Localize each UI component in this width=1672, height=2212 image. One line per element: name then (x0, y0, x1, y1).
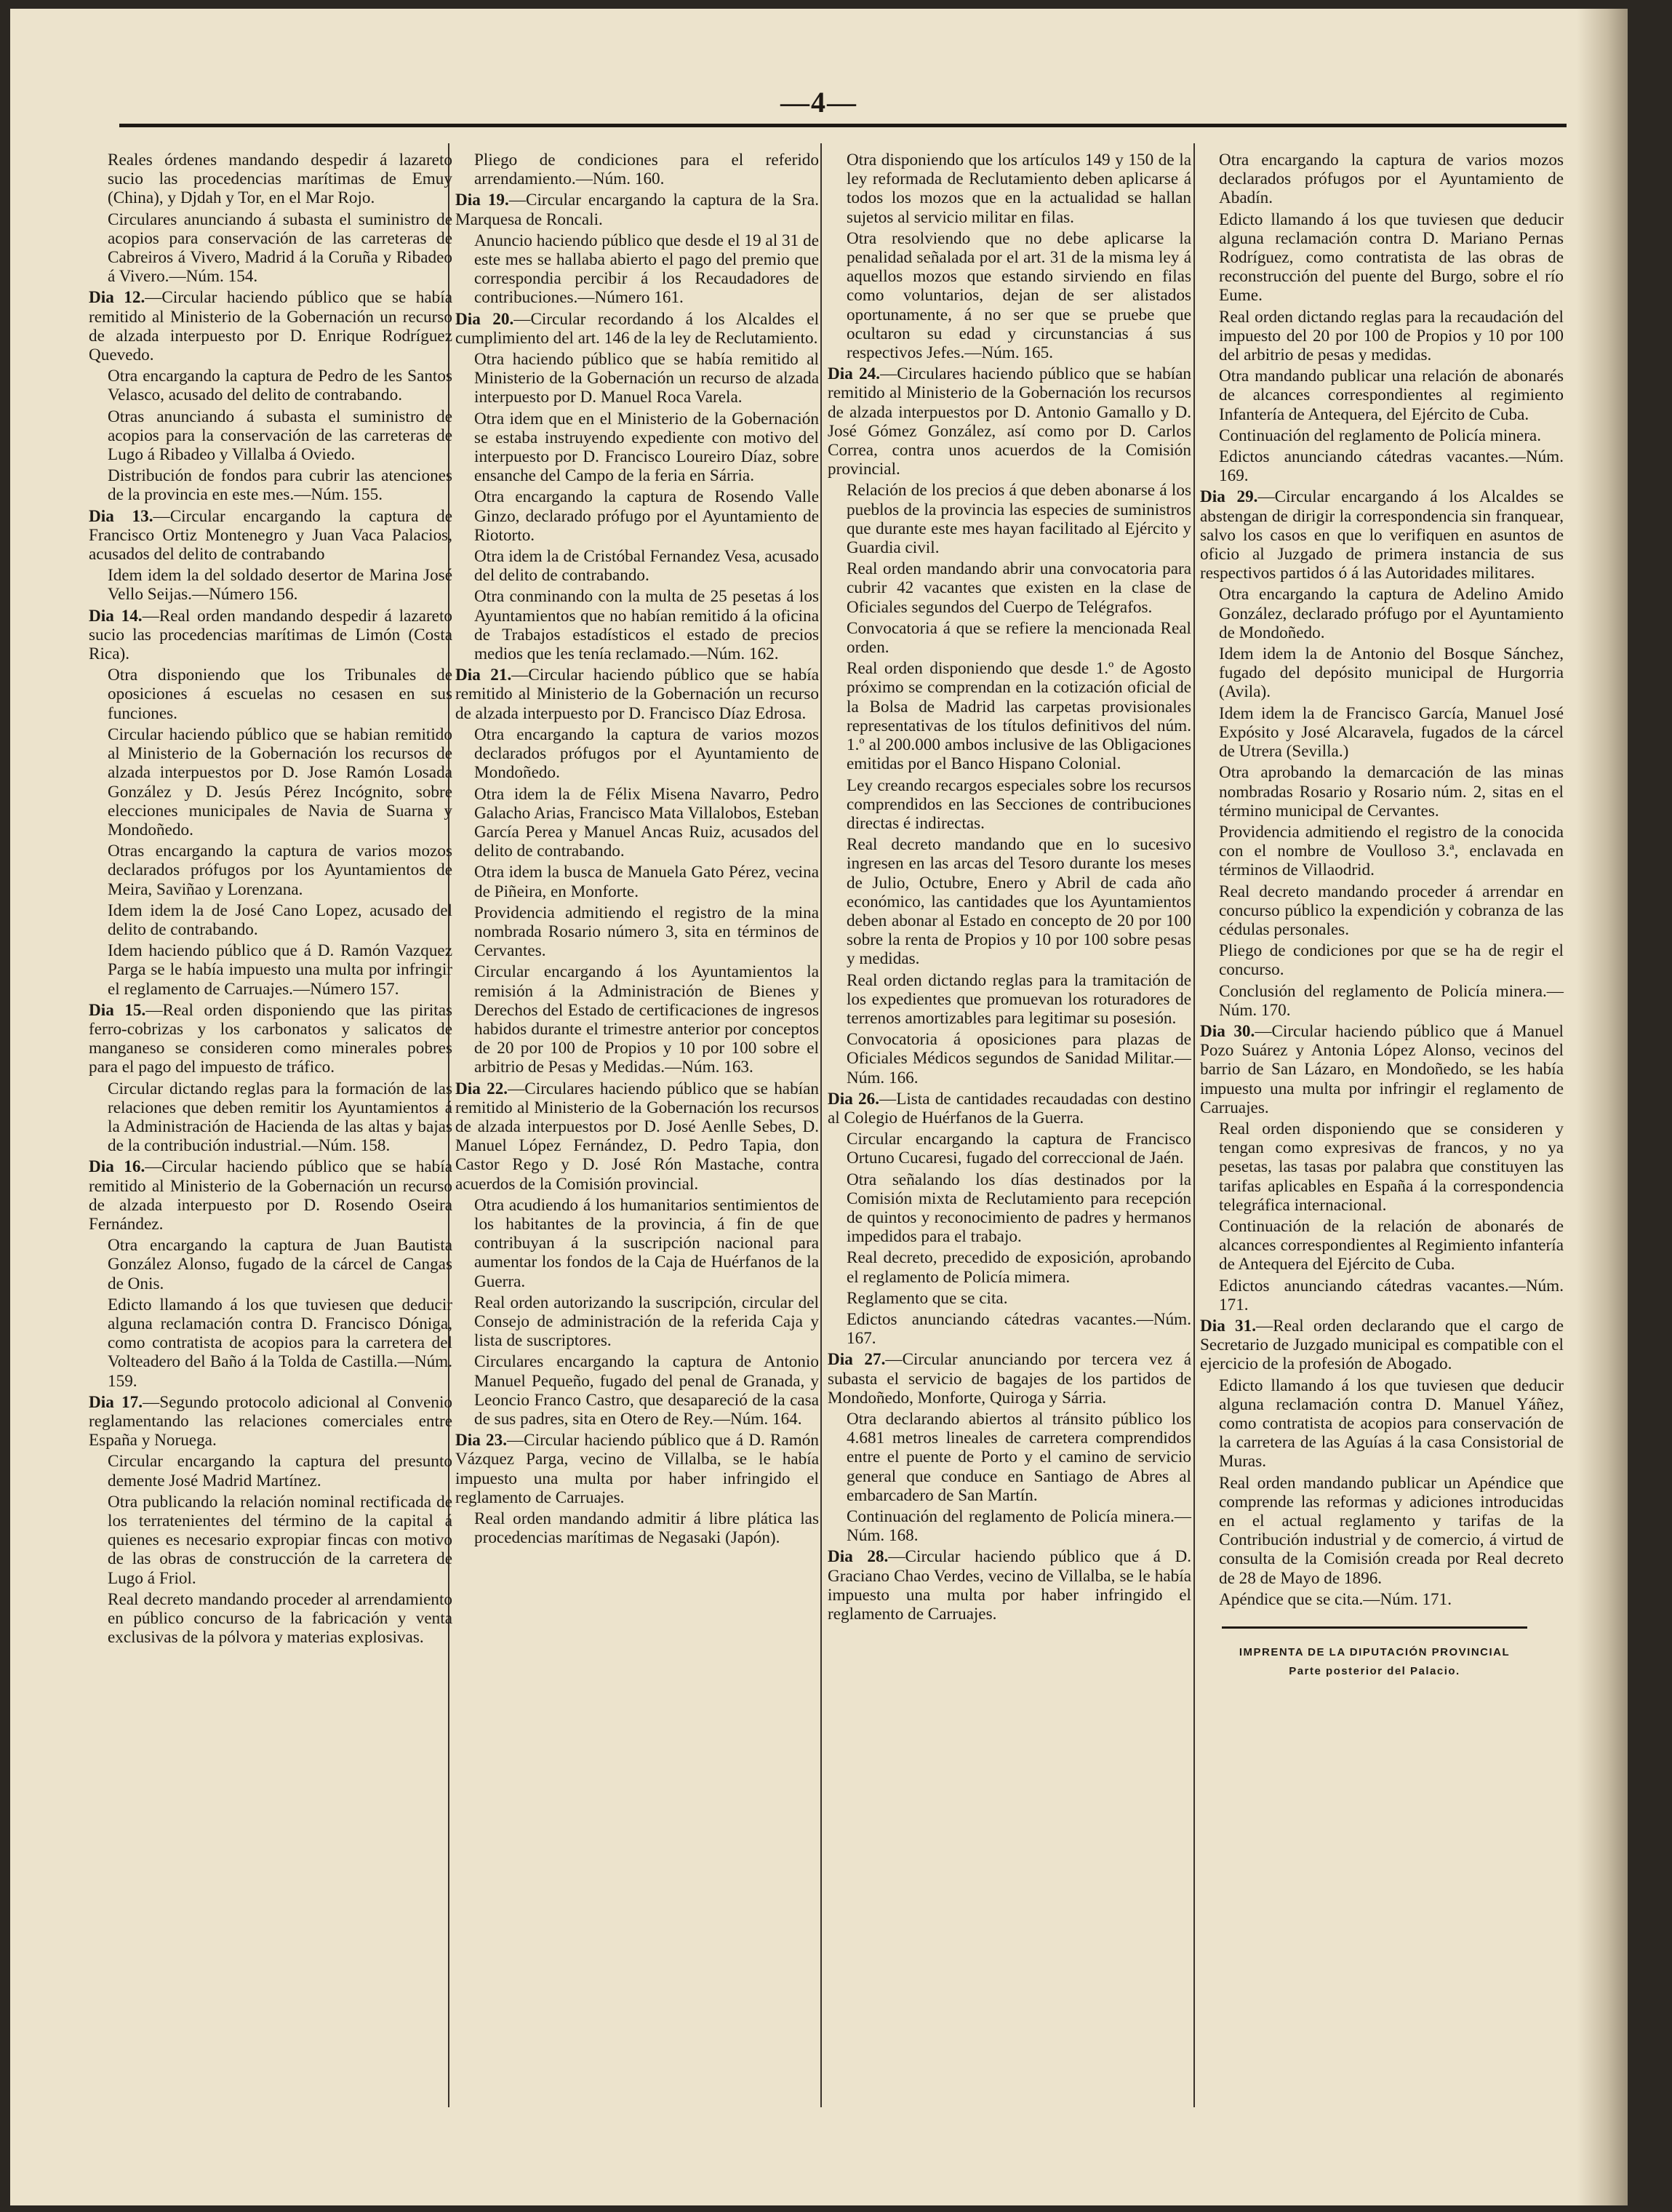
entry (828, 151, 1191, 227)
entry (1200, 426, 1564, 445)
entry (1200, 1590, 1564, 1609)
entry-text: Circular dictando reglas para la formación de las relaciones que deben remitir los Ayuntamientos á la Administración de Hacienda de las altas y bajas de la contribución industrial.—Núm. 158. (108, 1079, 452, 1156)
entry-text: —Real orden declarando que el cargo de Secretario de Juzgado municipal es compatible con el ejercicio de la profesión de Abogado. (1200, 1316, 1564, 1374)
dated-entry (89, 1001, 452, 1077)
entry-text: Otra disponiendo que los artículos 149 y 150 de la ley reformada de Reclutamiento deben aplicarse á todos los mozos que en la actualidad se hallan sujetos al servicio militar en filas. (847, 151, 1191, 227)
entry-text: Real orden mandando publicar un Apéndice que comprende las reformas y adiciones introducidas en el actual reglamento y tarifas de la Contribución industrial y de comercio, á virtud de consulta de la Comisión creada por Real decreto de 28 de Mayo de 1896. (1219, 1473, 1564, 1588)
entry (89, 1590, 452, 1648)
entry-text: Otra idem que en el Ministerio de la Gobernación se estaba instruyendo expediente con motivo del interpuesto por D. Francisco Loureiro Díaz, sobre ensanche del Campo de la feria en Sárria. (474, 409, 819, 486)
entry-text: —Circular encargando á los Alcaldes se abstengan de dirigir la correspondencia sin franquear, salvo los casos en que lo verifiquen en asuntos de oficio al Juzgado de primera instancia de sus respectivos partidos ó á las Autoridades militares. (1200, 487, 1564, 583)
entry (89, 407, 452, 465)
entry-text: Otra encargando la captura de Juan Bautista González Alonso, fugado de la cárcel de Cangas de Onis. (108, 1236, 452, 1293)
entry (455, 151, 819, 188)
entry-text: Ley creando recargos especiales sobre los recursos comprendidos en las Secciones de contribuciones directas é indirectas. (847, 775, 1191, 833)
entry-date: Dia 29. (1200, 487, 1258, 507)
entry-text: Real decreto mandando que en lo sucesivo ingresen en las arcas del Tesoro durante los meses de Julio, Octubre, Enero y Abril de cada año económico, las cantidades que los Ayuntamientos deben abonar al Estado en concepto de 20 por 100 sobre la renta de Propios y 10 por 100 sobre pesas y medidas. (847, 835, 1191, 969)
entry-text: Otra idem la de Cristóbal Fernandez Vesa, acusado del delito de contrabando. (474, 547, 819, 586)
dated-entry (89, 1393, 452, 1450)
entry (89, 1493, 452, 1588)
entry-text: Continuación del reglamento de Policía minera. (1219, 426, 1542, 445)
dated-entry (828, 1547, 1191, 1624)
entry-text: Real decreto mandando proceder á arrendar en concurso público la expendición y cobranza de las cédulas personales. (1219, 882, 1564, 939)
entry-text: —Circular encargando la captura de la Sra. Marquesa de Roncali. (455, 191, 820, 229)
entry-date: Dia 15. (89, 1000, 146, 1020)
entry (455, 587, 819, 663)
entry-text: Circulares anunciando á subasta el suministro de acopios para conservación de las carreteras de Cabreiros á Vivero, Madrid á la Coruña y Ribadeo á Vivero.—Núm. 154. (108, 209, 452, 287)
entry (828, 1248, 1191, 1286)
entry-date: Dia 26. (828, 1089, 880, 1109)
dated-entry (455, 1079, 819, 1194)
imprint-line-1: IMPRENTA DE LA DIPUTACIÓN PROVINCIAL (1239, 1646, 1511, 1659)
entry-text: —Real orden disponiendo que las piritas ferro-cobrizas y los carbonatos y salicatos de manganeso se consideren como minerales pobres para el pago del impuesto de tráfico. (89, 1000, 453, 1077)
entry-text: Circular encargando á los Ayuntamientos la remisión á la Administración de Bienes y Derechos del Estado de certificaciones de ingresos habidos durante el trimestre anterior por conceptos de 20 por 100 de Propios y 10 por 100 sobre el arbitrio de Pesas y Medidas.—Núm. 163. (474, 962, 819, 1077)
entry-text: —Lista de cantidades recaudadas con destino al Colegio de Huérfanos de la Guerra. (828, 1089, 1191, 1127)
entry (89, 842, 452, 899)
entry-text: Idem idem la de José Cano Lopez, acusado del delito de contrabando. (108, 901, 452, 939)
dated-entry (1200, 487, 1564, 583)
entry (828, 971, 1191, 1029)
entry (828, 1130, 1191, 1167)
imprint-rule (1222, 1626, 1527, 1629)
entry (455, 863, 819, 901)
entry-text: Otra encargando la captura de Rosendo Valle Ginzo, declarado prófugo por el Ayuntamiento de Riotorto. (474, 487, 819, 545)
entry (1200, 1217, 1564, 1274)
entry (1200, 1376, 1564, 1472)
entry (455, 1352, 819, 1429)
entry-text: Real orden dictando reglas para la tramitación de los expedientes que promuevan los roturadores de terrenos amortizables para legitimar su posesión. (847, 970, 1191, 1028)
imprint-line-2: Parte posterior del Palacio. (1289, 1665, 1460, 1678)
entry (1200, 882, 1564, 940)
entry-text: Idem idem la de Antonio del Bosque Sánchez, fugado del depósito municipal de Hurgorria (Avila). (1219, 644, 1564, 702)
entry-text: Real orden dictando reglas para la recaudación del impuesto del 20 por 100 de Propios y 10 por 100 del arbitrio de pesas y medidas. (1219, 307, 1564, 365)
entry (1200, 941, 1564, 979)
entry-text: Anuncio haciendo público que desde el 19 al 31 de este mes se hallaba abierto el pago del premio que correspondia percibir á los Recaudadores de contribuciones.—Número 161. (474, 231, 819, 308)
entry-text: Otra encargando la captura de varios mozos declarados prófugos por el Ayuntamiento de Abadín. (1219, 151, 1564, 208)
entry-text: Idem idem la de Francisco García, Manuel José Expósito y José Alcaravela, fugados de la cárcel de Utrera (Sevilla.) (1219, 703, 1564, 762)
entry (828, 835, 1191, 968)
entry-text: Circular haciendo público que se habian remitido al Ministerio de la Gobernación los recursos de alzada interpuestos por D. Jose Ramón Losada González y D. Jesús Pérez Incógnito, sobre elecciones municipales de Navia de Suarna y Mondoñedo. (108, 724, 452, 839)
column-divider (1193, 143, 1195, 2107)
entry-date: Dia 23. (455, 1431, 507, 1450)
dated-entry (455, 191, 819, 228)
entry (89, 151, 452, 208)
entry (1200, 1119, 1564, 1215)
entry (89, 1452, 452, 1490)
entry (1200, 982, 1564, 1020)
entry-text: Idem idem la del soldado desertor de Marina José Vello Seijas.—Número 156. (108, 566, 452, 604)
entry-text: Otra encargando la captura de Pedro de les Santos Velasco, acusado del delito de contrabando. (108, 367, 452, 405)
entry (828, 1310, 1191, 1348)
entry (89, 210, 452, 287)
entry (1200, 585, 1564, 642)
entry-text: —Circular anunciando por tercera vez á subasta el servicio de bagajes de los partidos de Mondoñedo, Monforte, Quiroga y Sárria. (828, 1350, 1192, 1408)
entry (89, 466, 452, 504)
entry-text: Edicto llamando á los que tuviesen que deducir alguna reclamación contra D. Manuel Yáñez, como contratista de acopios para conservación de la carretera de las Aguías á la casa Consistorial de Muras. (1219, 1375, 1564, 1472)
entry (828, 229, 1191, 362)
column-2 (455, 151, 819, 1547)
column-divider (820, 143, 822, 2107)
entry-text: Otra disponiendo que los Tribunales de oposiciones á escuelas no cesasen en sus funciones. (108, 666, 452, 723)
entry-text: Otra publicando la relación nominal rectificada de los terratenientes del término de la capital á quienes es necesario expropiar fincas con motivo de las obras de construcción de la carretera de Lugo á Friol. (108, 1492, 452, 1588)
dated-entry (89, 607, 452, 664)
entry (89, 941, 452, 999)
entry (828, 1030, 1191, 1087)
entry (828, 559, 1191, 617)
entry (828, 659, 1191, 773)
entry-text: Otra mandando publicar una relación de abonarés de alcances correspondientes al regimiento Infantería de Antequera, del Ejército de Cuba. (1219, 367, 1564, 424)
entry-date: Dia 14. (89, 606, 143, 626)
entry (89, 367, 452, 404)
entry (1200, 704, 1564, 762)
header-rule (119, 124, 1567, 127)
entry-text: Convocatoria á oposiciones para plazas de Oficiales Médicos segundos de Sanidad Militar.—Núm. 166. (847, 1030, 1191, 1087)
column-4-entries (1200, 151, 1564, 1609)
entry-text: —Real orden mandando despedir á lazareto sucio las procedencias marítimas de Limón (Costa Rica). (89, 606, 452, 664)
entry-text: —Segundo protocolo adicional al Convenio reglamentando las relaciones comerciales entre España y Noruega. (89, 1392, 452, 1450)
entry (455, 725, 819, 783)
entry-date: Dia 31. (1200, 1316, 1257, 1335)
entry (89, 1079, 452, 1156)
entry-text: —Circular haciendo público que se había remitido al Ministerio de la Gobernación un recurso de alzada interpuesto por D. Francisco Díaz Edrosa. (455, 666, 819, 723)
entry (455, 1293, 819, 1351)
entry (455, 903, 819, 961)
entry-date: Dia 12. (89, 288, 145, 308)
dated-entry (89, 288, 452, 364)
dated-entry (455, 1431, 819, 1507)
column-1 (89, 151, 452, 1647)
entry (828, 1289, 1191, 1308)
entry-text: —Circular haciendo público que á D. Graciano Chao Verdes, vecino de Villalba, se le había impuesto una multa por haber infringido el reglamento de Carruajes. (828, 1547, 1192, 1624)
entry-date: Dia 28. (828, 1547, 889, 1567)
entry-date: Dia 17. (89, 1392, 143, 1412)
entry-text: Real decreto, precedido de exposición, aprobando el reglamento de Policía mimera. (847, 1248, 1191, 1287)
entry (455, 1509, 819, 1547)
dated-entry (828, 1090, 1191, 1127)
entry-text: Conclusión del reglamento de Policía minera.—Núm. 170. (1219, 981, 1564, 1020)
entry-text: Convocatoria á que se refiere la mencionada Real orden. (847, 618, 1191, 658)
entry-text: Otras encargando la captura de varios mozos declarados prófugos por los Ayuntamientos de Meira, Saviñao y Lorenzana. (108, 842, 452, 899)
entry (828, 1507, 1191, 1545)
entry-date: Dia 16. (89, 1157, 145, 1177)
entry-text: Real orden disponiendo que desde 1.º de Agosto próximo se comprendan en la cotización oficial de la Bolsa de Madrid las carpetas provisionales representativas de los títulos definitivos del núm. 1.º al 200.000 ambos inclusive de las Obligaciones emitidas por el Banco Hispano Colonial. (847, 659, 1191, 774)
entry-text: Otra haciendo público que se había remitido al Ministerio de la Gobernación un recurso de alzada interpuesto por D. Manuel Roca Varela. (474, 350, 819, 407)
page-edge-shadow (1577, 9, 1628, 2205)
entry (1200, 1277, 1564, 1314)
dated-entry (828, 364, 1191, 479)
dated-entry (828, 1350, 1191, 1408)
entry-date: Dia 21. (455, 666, 512, 685)
entry-text: Circular encargando la captura del presunto demente José Madrid Martínez. (108, 1452, 452, 1490)
entry (455, 962, 819, 1077)
entry (828, 776, 1191, 834)
entry (1200, 1474, 1564, 1588)
entry (1200, 447, 1564, 485)
column-3 (828, 151, 1191, 1624)
entry-text: Otra declarando abiertos al tránsito público los 4.681 metros lineales de carretera comprendidos entre el puente de Porto y el camino de servicio general que conduce en Santiago de Abres al embarcadero de San Martín. (847, 1410, 1191, 1505)
entry-text: Continuación de la relación de abonarés de alcances correspondientes al Regimiento infantería de Antequera del Ejército de Cuba. (1219, 1216, 1564, 1274)
entry (1200, 151, 1564, 208)
entry-text: Edictos anunciando cátedras vacantes.—Núm. 171. (1219, 1276, 1564, 1314)
entry-text: Providencia admitiendo el registro de la mina nombrada Rosario número 3, sita en términos de Cervantes. (474, 903, 819, 961)
entry-text: Distribución de fondos para cubrir las atenciones de la provincia en este mes.—Núm. 155. (108, 466, 452, 505)
entry (89, 901, 452, 939)
entry-text: Edictos anunciando cátedras vacantes.—Núm. 169. (1219, 447, 1564, 486)
entry-text: Real decreto mandando proceder al arrendamiento en público concurso de la fabricación y venta exclusivas de la pólvora y materias explosivas. (108, 1589, 452, 1648)
entry-text: Otras anunciando á subasta el suministro de acopios para la conservación de las carreteras de Lugo á Ribadeo y Villalba á Oviedo. (108, 407, 452, 465)
entry-text: Otra aprobando la demarcación de las minas nombradas Rosario y Rosario núm. 2, sitas en el término municipal de Cervantes. (1219, 763, 1564, 820)
entry-date: Dia 13. (89, 506, 153, 526)
entry-text: —Circular recordando á los Alcaldes el cumplimiento del art. 146 de la ley de Reclutamiento. (455, 309, 820, 348)
entry-text: Providencia admitiendo el registro de la conocida con el nombre de Voulloso 3.ª, enclavada en términos de Villaodrid. (1219, 822, 1564, 880)
entry-text: Idem haciendo público que á D. Ramón Vazquez Parga se le había impuesto una multa por infringir el reglamento de Carruajes.—Número 157. (108, 941, 452, 999)
entry-text: Edicto llamando á los que tuviesen que deducir alguna reclamación contra D. Francisco Dóniga, como contratista de acopios para la carretera del Volteadero del Baño á la Tolda de Castilla.—Núm. 159. (108, 1295, 452, 1391)
entry (1200, 823, 1564, 880)
entry-text: Pliego de condiciones por que se ha de regir el concurso. (1219, 941, 1564, 980)
entry-text: —Circular haciendo público que á D. Ramón Vázquez Parga, vecino de Villalba, se le había impuesto una multa por haber infringido el reglamento de Carruajes. (455, 1431, 819, 1507)
entry-text: Otra encargando la captura de varios mozos declarados prófugos por el Ayuntamiento de Mondoñedo. (474, 724, 819, 783)
entry (89, 1236, 452, 1293)
entry-text: Otra resolviendo que no debe aplicarse la penalidad señalada por el art. 31 de la misma ley á aquellos mozos que estando sirviendo en filas como voluntarios, dejan de ser alistados oportunamente, á no ser que se pruebe que ocultaron su edad y circunstancias á sus respectivos Jefes.—Núm. 165. (847, 228, 1191, 363)
entry (828, 1170, 1191, 1247)
dated-entry (1200, 1022, 1564, 1117)
entry-text: Real orden autorizando la suscripción, circular del Consejo de administración de la referida Caja y lista de suscriptores. (474, 1293, 819, 1351)
entry (1200, 210, 1564, 306)
entry-text: Otra conminando con la multa de 25 pesetas á los Ayuntamientos que no habían remitido á la oficina de Trabajos estadísticos el estado de precios medios que les tenía reclamado.—Núm. 162. (474, 587, 819, 664)
entry-text: —Circulares haciendo público que se habían remitido al Ministerio de la Gobernación los recursos de alzada interpuestos por D. Antonio Gamallo y D. José Gómez González, así como por D. Carlos Correa, contra unos acuerdos de la Comisión provincial. (828, 364, 1192, 479)
entry-text: Relación de los precios á que deben abonarse á los pueblos de la provincia las especies de suministros que durante este mes hayan facilitado al Ejército y Guardia civil. (847, 481, 1191, 558)
dated-entry (89, 507, 452, 564)
entry-text: —Circular haciendo público que se había remitido al Ministerio de la Gobernación un recurso de alzada interpuesto por D. Rosendo Oseira Fernández. (89, 1157, 452, 1234)
entry (1200, 308, 1564, 365)
entry (89, 1295, 452, 1391)
entry (828, 481, 1191, 557)
entry-text: Pliego de condiciones para el referido arrendamiento.—Núm. 160. (474, 151, 819, 189)
dated-entry (89, 1157, 452, 1234)
entry-text: —Circular haciendo público que á Manuel Pozo Suárez y Antonia López Alonso, vecinos del barrio de San Lázaro, en Mondoñedo, se les había impuesto una multa por infringir el reglamento de Carruajes. (1200, 1021, 1564, 1117)
entry (89, 666, 452, 723)
entry-text: —Circular encargando la captura de Francisco Ortiz Montenegro y Juan Vaca Palacios, acusados del delito de contrabando (89, 506, 452, 564)
newspaper-page (10, 9, 1628, 2205)
dated-entry (1200, 1317, 1564, 1374)
entry-text: Circular encargando la captura de Francisco Ortuno Cucaresi, fugado del correccional de Jaén. (847, 1130, 1191, 1168)
entry (455, 350, 819, 407)
entry-date: Dia 22. (455, 1079, 508, 1098)
entry (455, 1196, 819, 1291)
entry-text: Continuación del reglamento de Policía minera.—Núm. 168. (847, 1507, 1191, 1546)
entry-text: Otra acudiendo á los humanitarios sentimientos de los habitantes de la provincia, á fin de que contribuyan á la suscripción nacional para aumentar los fondos de la Caja de Huérfanos de la Guerra. (474, 1195, 819, 1291)
entry-text: Reales órdenes mandando despedir á lazareto sucio las procedencias marítimas de Emuy (China), y Djdah y Tor, en el Mar Rojo. (108, 151, 452, 208)
entry (1200, 644, 1564, 702)
entry (828, 619, 1191, 657)
entry (1200, 367, 1564, 424)
dated-entry (455, 310, 819, 348)
entry-text: Apéndice que se cita.—Núm. 171. (1219, 1589, 1452, 1609)
entry-text: Edictos anunciando cátedras vacantes.—Núm. 167. (847, 1309, 1191, 1349)
page-number: —4— (780, 86, 857, 119)
entry-text: Edicto llamando á los que tuviesen que deducir alguna reclamación contra D. Mariano Pernas Rodríguez, como contratista de las obras de reconstrucción del puente del Burgo, sobre el río Eume. (1219, 209, 1564, 306)
entry (1200, 763, 1564, 820)
entry-text: Real orden disponiendo que se consideren y tengan como expresivas de francos, y no ya pesetas, las tasas por palabra que constituyen las tarifas aplicables en España á la correspondencia telegráfica internacional. (1219, 1119, 1564, 1215)
entry (455, 785, 819, 861)
entry-date: Dia 27. (828, 1350, 886, 1370)
entry-text: Otra idem la de Félix Misena Navarro, Pedro Galacho Arias, Francisco Mata Villalobos, Esteban García Perea y Manuel Ancas Ruiz, acusados del delito de contrabando. (474, 784, 819, 861)
entry-text: —Circulares haciendo público que se habían remitido al Ministerio de la Gobernación los recursos de alzada interpuestos por D. José Aenlle Sebes, D. Manuel López Fernández, D. Pedro Tapia, don Castor Rego y D. José Rón Mastache, contra acuerdos de la Comisión provincial. (455, 1079, 820, 1194)
entry (455, 410, 819, 486)
entry (828, 1410, 1191, 1505)
entry-text: Otra idem la busca de Manuela Gato Pérez, vecina de Piñeira, en Monforte. (474, 863, 819, 901)
entry-text: —Circular haciendo público que se había remitido al Ministerio de la Gobernación un recurso de alzada interpuesto por D. Enrique Rodríguez Quevedo. (89, 288, 452, 365)
entry-text: Real orden mandando admitir á libre plática las procedencias marítimas de Negasaki (Japón). (474, 1509, 819, 1548)
entry-text: Real orden mandando abrir una convocatoria para cubrir 42 vacantes que existen en la clase de Oficiales segundos del Cuerpo de Telégrafos. (847, 559, 1191, 617)
entry (89, 725, 452, 839)
entry-text: Circulares encargando la captura de Antonio Manuel Pequeño, fugado del penal de Granada, y Leoncio Franco Castro, que desapareció de la casa de sus padres, sita en Otero de Rey.—Núm. 164. (474, 1352, 819, 1429)
column-4 (1200, 151, 1564, 1681)
entry-date: Dia 19. (455, 191, 509, 210)
entry-date: Dia 20. (455, 309, 514, 329)
entry-date: Dia 30. (1200, 1021, 1255, 1041)
entry-text: Otra encargando la captura de Adelino Amido González, declarado prófugo por el Ayuntamiento de Mondoñedo. (1219, 585, 1564, 642)
entry-text: Otra señalando los días destinados por la Comisión mixta de Reclutamiento para recepción de quintos y reconocimiento de padres y hermanos impedidos para el trabajo. (847, 1170, 1191, 1247)
entry (455, 547, 819, 585)
dated-entry (455, 666, 819, 723)
entry (455, 487, 819, 545)
entry (89, 566, 452, 604)
entry-date: Dia 24. (828, 364, 881, 384)
entry-text: Reglamento que se cita. (847, 1288, 1008, 1308)
entry (455, 231, 819, 308)
